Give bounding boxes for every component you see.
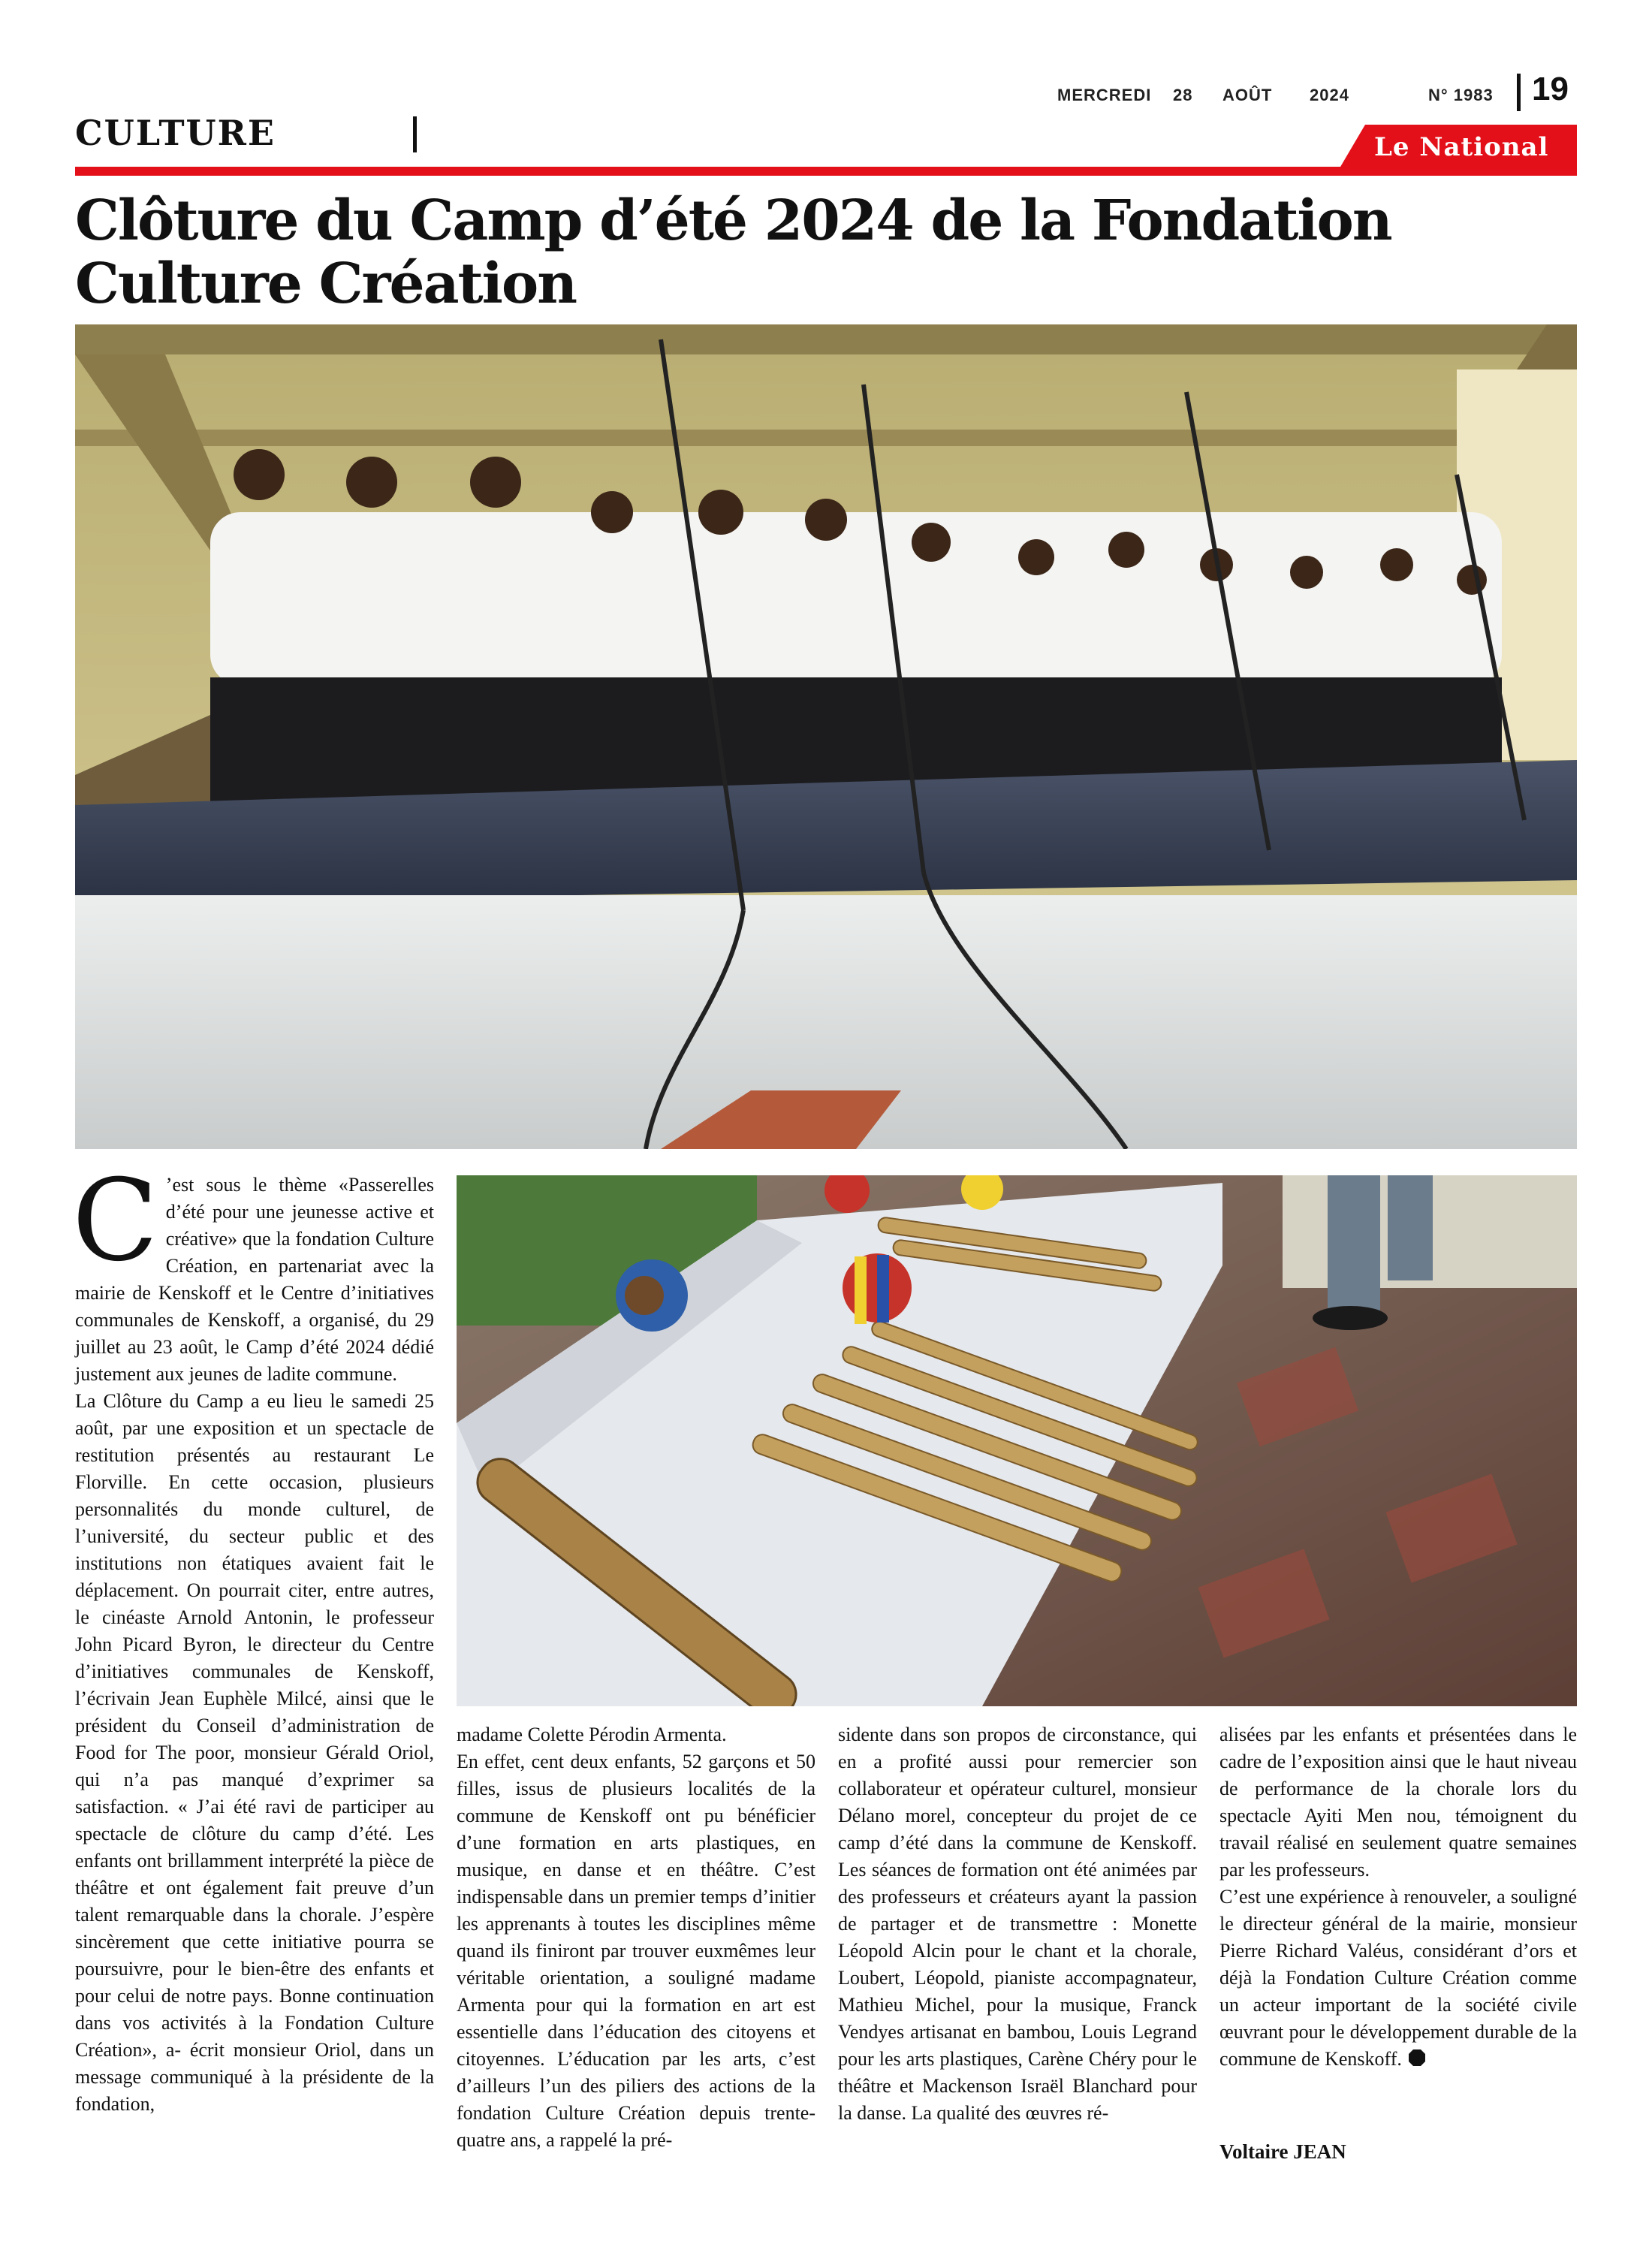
article-column-4	[1219, 1721, 1577, 2073]
article-paragraph-1-text: ’est sous le thème «Passerelles d’été pour une jeunesse active et créative» que la fondation Culture Création, en partenariat avec la mairie de Kenskoff et le Centre d’initiatives communales de Kenskoff, a organisé, du 29 juillet au 23 août, le Camp d’été 2024 dédié justement aux jeunes de ladite commune.	[75, 1174, 434, 1385]
end-of-article-icon	[1408, 2049, 1426, 2067]
section-label: CULTURE	[75, 113, 276, 153]
author-byline: Voltaire JEAN	[1219, 2140, 1346, 2163]
date-year: 2024	[1310, 86, 1349, 104]
drop-cap: C	[72, 1156, 158, 1286]
article-paragraph-7-text: C’est une expérience à renouveler, a souligné le directeur général de la mairie, monsieur Pierre Richard Valéus, considérant d’ors et déjà la Fondation Culture Création comme un acteur important de la société civile œuvrant pour le développement durable de la commune de Kenskoff.	[1219, 1886, 1577, 2070]
article-column-3	[838, 1721, 1197, 2127]
article-column-1	[72, 1156, 434, 2118]
choir-stage-photo	[75, 324, 1577, 1149]
article-paragraph-6: alisées par les enfants et présentées dans le cadre de l’exposition ainsi que le haut niveau de performance de la chorale lors du spectacle Ayiti Men nou, témoignent du travail réalisé en seulement quatre semaines par les professeurs.	[1219, 1724, 1577, 1881]
publication-name: Le National	[1374, 132, 1549, 162]
page-number: 19	[1532, 71, 1569, 107]
date-day: 28	[1173, 86, 1193, 104]
section-divider	[413, 116, 417, 152]
article-paragraph-7	[1219, 1884, 1577, 2073]
article-paragraph-1	[72, 1156, 434, 1388]
date-weekday: MERCREDI	[1057, 86, 1152, 104]
article-paragraph-4: En effet, cent deux enfants, 52 garçons et 50 filles, issus de plusieurs localités de la commune de Kenskoff ont pu bénéficier d’une formation en arts plastiques, en musique, en danse et en théâtre. C’est indispensable dans un premier temps d’initier les apprenants à toutes les disciplines même quand ils finiront par trouver euxmêmes leur véritable orientation, a souligné madame Armenta pour qui la formation en art est essentielle dans l’éducation des citoyens et citoyennes. L’éducation par les arts, c’est d’ailleurs l’un des piliers des actions de la fondation Culture Création depuis trente-quatre ans, a rappelé la pré-	[457, 1751, 815, 2151]
article-title: Clôture du Camp d’été 2024 de la Fondation Culture Création	[75, 189, 1391, 316]
article-column-2	[457, 1721, 815, 2154]
article-paragraph-5: sidente dans son propos de circonstance, qui en a profité aussi pour remercier son collaborateur et opérateur culturel, monsieur Délano morel, concepteur du projet de ce camp d’été dans la commune de Kenskoff. Les séances de formation ont été animées par des professeurs et créateurs ayant la passion de partager et de transmettre : Monette Léopold Alcin pour le chant et la chorale, Loubert, Léopold, pianiste accompagnateur, Mathieu Michel, pour la musique, Franck Vendyes artisanat en bambou, Louis Legrand pour les arts plastiques, Carène Chéry pour le théâtre et Mackenson Israël Blanchard pour la danse. La qualité des œuvres ré-	[838, 1724, 1197, 2124]
date-month: AOÛT	[1222, 86, 1273, 104]
article-paragraph-3: madame Colette Pérodin Armenta.	[457, 1724, 727, 1745]
article-paragraph-2: La Clôture du Camp a eu lieu le samedi 25 août, par une exposition et un spectacle de restitution présentés au restaurant Le Florville. En cette occasion, plusieurs personnalités du monde culturel, de l’université, du secteur public et des institutions non étatiques avaient fait le déplacement. On pourrait citer, entre autres, le cinéaste Arnold Antonin, le professeur John Picard Byron, le directeur du Centre d’initiatives communales de Kenskoff, l’écrivain Jean Euphèle Milcé, ainsi que le président du Conseil d’administration de Food for The poor, monsieur Gérald Oriol, qui n’a pas manqué d’exprimer sa satisfaction. « J’ai été ravi de participer au spectacle de clôture du camp d’été. Les enfants ont brillamment interprété la pièce de théâtre et ont également fait preuve d’un talent remarquable dans la chorale. J’espère sincèrement que cette initiative pourra se poursuivre, pour le bien-être des enfants et pour celui de notre pays. Bonne continuation dans vos activités à la Fondation Culture Création», a- écrit monsieur Oriol, dans un message communiqué à la présidente de la fondation,	[75, 1390, 434, 2115]
bamboo-instruments-photo	[457, 1175, 1577, 1706]
page-divider	[1517, 74, 1521, 111]
issue-number: N° 1983	[1428, 86, 1494, 104]
